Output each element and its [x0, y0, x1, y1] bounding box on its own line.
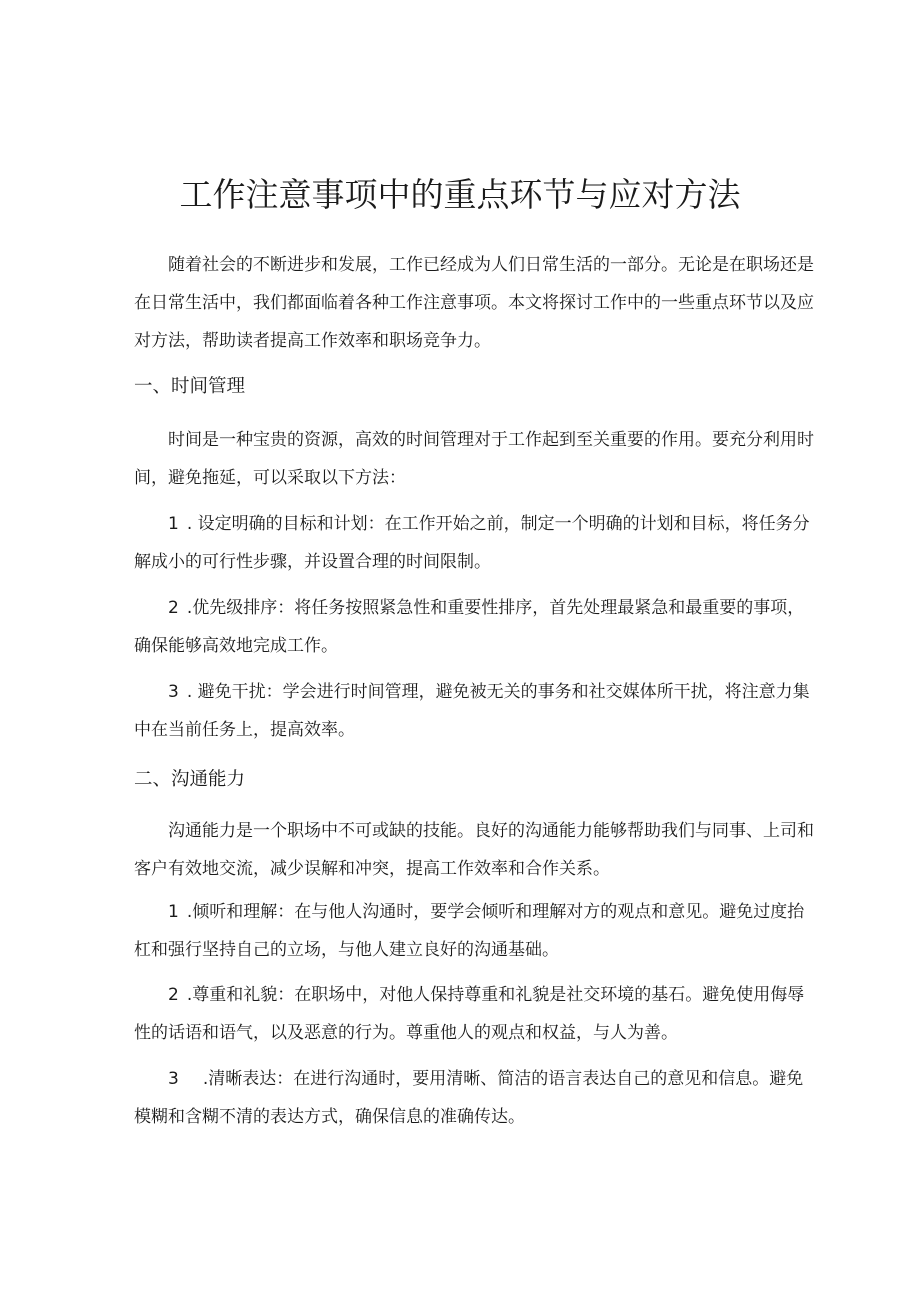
intro-paragraph: 随着社会的不断进步和发展，工作已经成为人们日常生活的一部分。无论是在职场还是在日常生活中，我们都面临着各种工作注意事项。本文将探讨工作中的一些重点环节以及应对方法，帮助读者提高工作效率和职场竞争力。: [134, 255, 814, 351]
section-intro-communication: 沟通能力是一个职场中不可或缺的技能。良好的沟通能力能够帮助我们与同事、上司和客户有效地交流，减少误解和冲突，提高工作效率和合作关系。: [134, 821, 814, 879]
list-item: [134, 976, 814, 1052]
section-heading-time-management: 一、时间管理: [134, 376, 246, 397]
list-item: [134, 589, 814, 665]
list-item: [134, 673, 814, 749]
list-item-number: 3: [168, 1069, 179, 1089]
list-item-number: 1: [168, 902, 179, 922]
list-item-text: .清晰表达：在进行沟通时，要用清晰、简洁的语言表达自己的意见和信息。避免模糊和含糊不清的表达方式，确保信息的准确传达。: [134, 1069, 804, 1127]
list-item-number: 3: [168, 682, 179, 702]
list-item-text: . 设定明确的目标和计划：在工作开始之前，制定一个明确的计划和目标，将任务分解成小的可行性步骤，并设置合理的时间限制。: [134, 514, 810, 572]
section-heading-communication: 二、沟通能力: [134, 769, 246, 790]
list-item-number: 1: [168, 514, 179, 534]
list-item-text: .优先级排序：将任务按照紧急性和重要性排序，首先处理最紧急和最重要的事项，确保能够高效地完成工作。: [134, 598, 805, 656]
document-title: 工作注意事项中的重点环节与应对方法: [179, 175, 741, 214]
list-item-number: 2: [168, 985, 179, 1005]
list-item: [134, 893, 814, 969]
list-item: [134, 1060, 814, 1136]
list-item-number: 2: [168, 598, 179, 618]
list-item: [134, 505, 814, 581]
list-item-text: . 避免干扰：学会进行时间管理，避免被无关的事务和社交媒体所干扰，将注意力集中在当前任务上，提高效率。: [134, 682, 810, 740]
list-item-text: .倾听和理解：在与他人沟通时，要学会倾听和理解对方的观点和意见。避免过度抬杠和强行坚持自己的立场，与他人建立良好的沟通基础。: [134, 902, 805, 960]
section-intro-time-management: 时间是一种宝贵的资源，高效的时间管理对于工作起到至关重要的作用。要充分利用时间，避免拖延，可以采取以下方法：: [134, 430, 814, 488]
list-item-text: .尊重和礼貌：在职场中，对他人保持尊重和礼貌是社交环境的基石。避免使用侮辱性的话语和语气，以及恶意的行为。尊重他人的观点和权益，与人为善。: [134, 985, 805, 1043]
